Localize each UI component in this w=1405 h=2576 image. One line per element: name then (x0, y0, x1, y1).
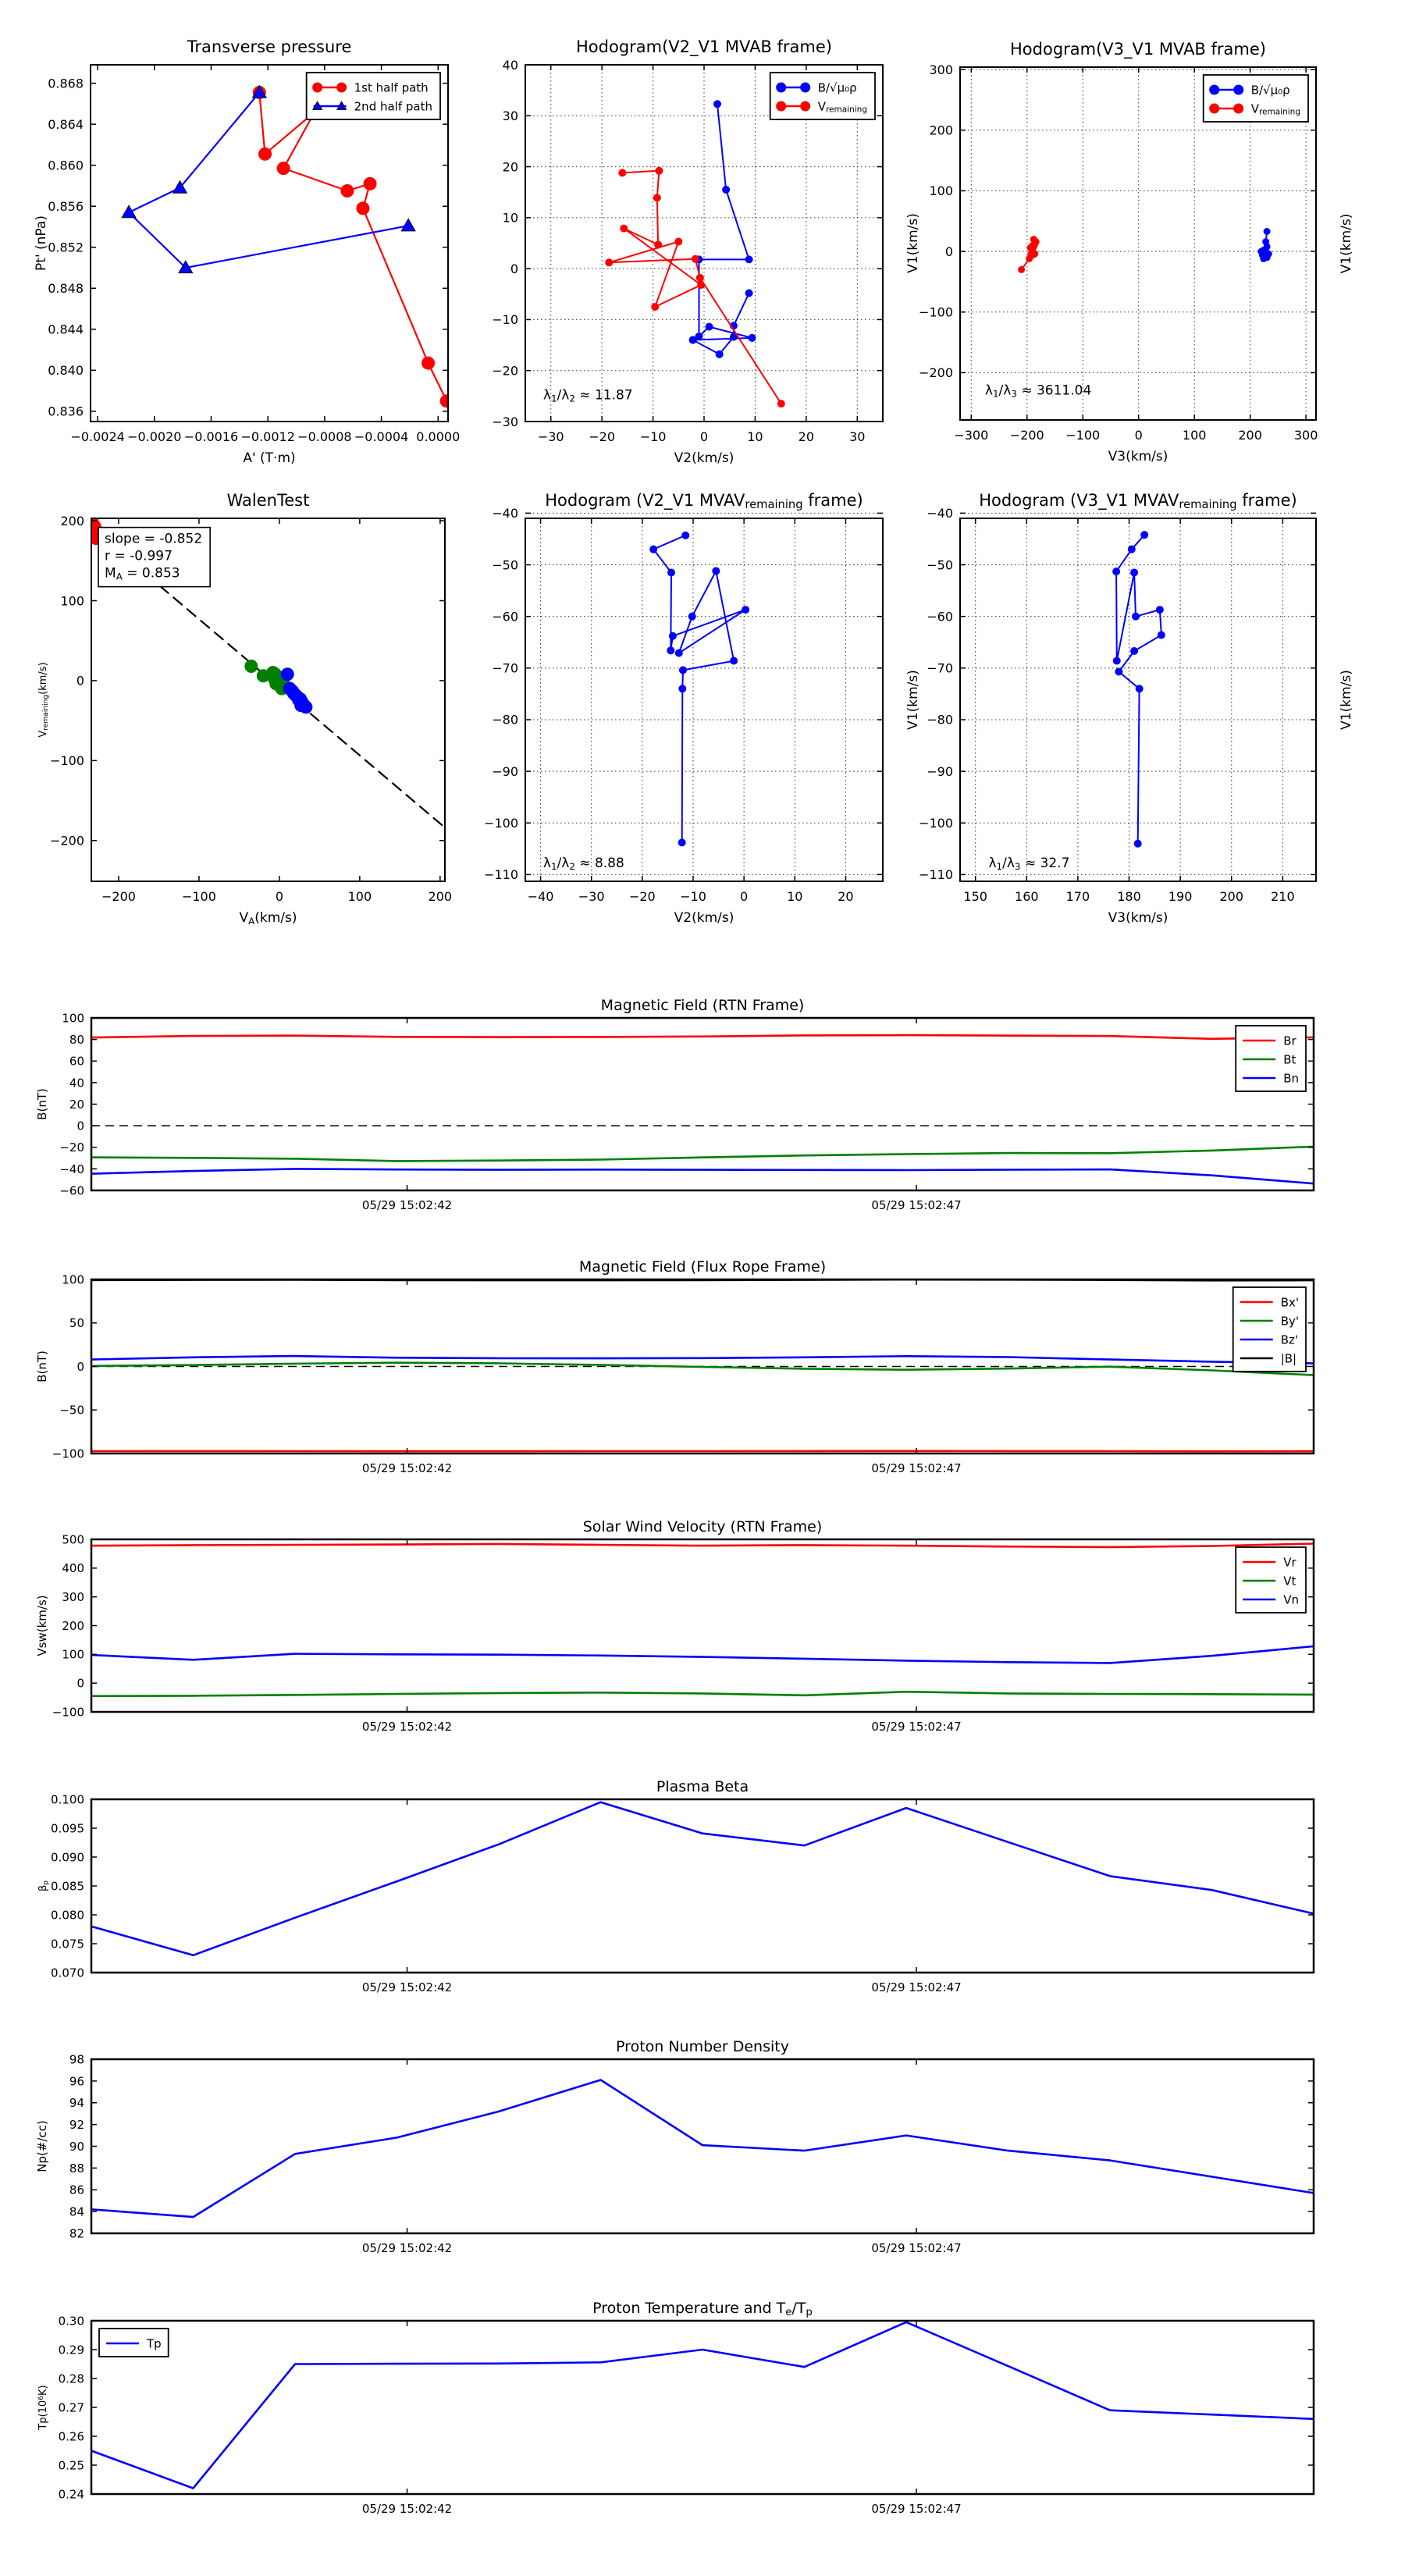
plot-hodogram-v3v1-mvab (919, 40, 1354, 464)
svg-text:0: 0 (76, 673, 84, 688)
svg-text:100: 100 (347, 889, 372, 904)
svg-text:100: 100 (62, 1011, 84, 1026)
svg-text:−200: −200 (1009, 428, 1044, 443)
svg-text:V1(km/s): V1(km/s) (1339, 670, 1354, 730)
svg-text:05/29 15:02:42: 05/29 15:02:42 (361, 2502, 453, 2516)
svg-text:λ1/λ2 ≈ 11.87: λ1/λ2 ≈ 11.87 (542, 387, 633, 404)
svg-text:Hodogram(V2_V1 MVAB frame): Hodogram(V2_V1 MVAB frame) (576, 37, 832, 56)
svg-text:1st half path: 1st half path (354, 80, 429, 95)
svg-text:−20: −20 (59, 1140, 84, 1155)
svg-text:20: 20 (838, 889, 854, 904)
svg-text:0: 0 (275, 889, 284, 904)
svg-text:Proton Number Density: Proton Number Density (616, 2038, 789, 2055)
svg-text:λ1/λ3 ≈ 3611.04: λ1/λ3 ≈ 3611.04 (984, 382, 1092, 399)
svg-text:WalenTest: WalenTest (226, 491, 310, 510)
svg-text:05/29 15:02:42: 05/29 15:02:42 (361, 2241, 453, 2255)
svg-text:−100: −100 (1065, 428, 1101, 443)
svg-text:0: 0 (699, 429, 709, 444)
svg-text:10: 10 (787, 889, 803, 904)
svg-text:Pt' (nPa): Pt' (nPa) (34, 215, 49, 271)
svg-text:0.848: 0.848 (48, 281, 84, 297)
svg-text:90: 90 (69, 2139, 84, 2154)
svg-text:−30: −30 (492, 414, 518, 429)
svg-text:0.070: 0.070 (51, 1966, 84, 1980)
svg-text:−90: −90 (492, 763, 518, 779)
svg-text:190: 190 (1168, 889, 1193, 904)
svg-text:Hodogram (V3_V1 MVAVremaining: Hodogram (V3_V1 MVAVremaining frame) (979, 491, 1297, 512)
svg-text:180: 180 (1117, 889, 1141, 904)
svg-text:Plasma Beta: Plasma Beta (656, 1778, 749, 1795)
svg-text:−0.0024: −0.0024 (70, 429, 125, 444)
svg-text:−30: −30 (537, 429, 564, 444)
svg-text:0.864: 0.864 (48, 116, 84, 132)
svg-text:−300: −300 (954, 428, 989, 443)
svg-text:V3(km/s): V3(km/s) (1108, 910, 1168, 926)
svg-text:V1(km/s): V1(km/s) (905, 213, 921, 273)
svg-text:−60: −60 (492, 609, 518, 624)
svg-text:Tp: Tp (147, 2336, 162, 2351)
svg-text:V3(km/s): V3(km/s) (1108, 449, 1168, 464)
svg-text:30: 30 (849, 429, 866, 444)
svg-text:Magnetic Field (Flux Rope Fram: Magnetic Field (Flux Rope Frame) (578, 1258, 827, 1276)
svg-text:100: 100 (62, 1647, 84, 1662)
svg-text:170: 170 (1065, 889, 1090, 904)
svg-text:Bz': Bz' (1280, 1332, 1298, 1347)
svg-text:−40: −40 (527, 889, 554, 904)
svg-text:−100: −100 (52, 1705, 84, 1720)
svg-text:0.27: 0.27 (58, 2400, 84, 2415)
svg-text:05/29 15:02:47: 05/29 15:02:47 (871, 2241, 962, 2255)
svg-text:−80: −80 (927, 712, 953, 728)
svg-text:0: 0 (510, 261, 518, 276)
svg-text:−20: −20 (492, 363, 518, 379)
svg-text:V2(km/s): V2(km/s) (674, 910, 735, 926)
svg-text:0.856: 0.856 (48, 198, 84, 214)
svg-text:500: 500 (62, 1532, 84, 1547)
svg-text:0: 0 (76, 1676, 84, 1691)
svg-text:200: 200 (1219, 889, 1244, 904)
svg-text:−10: −10 (639, 429, 667, 444)
svg-text:300: 300 (62, 1590, 84, 1605)
svg-text:300: 300 (1293, 428, 1318, 443)
svg-text:200: 200 (1238, 428, 1262, 443)
svg-text:200: 200 (929, 123, 953, 138)
svg-text:0: 0 (944, 244, 953, 259)
svg-text:200: 200 (62, 1618, 84, 1633)
svg-text:Bx': Bx' (1280, 1295, 1299, 1310)
svg-text:40: 40 (502, 57, 518, 73)
svg-text:Transverse pressure: Transverse pressure (187, 37, 352, 56)
svg-text:0.852: 0.852 (48, 240, 84, 255)
svg-text:92: 92 (69, 2118, 84, 2133)
svg-text:−30: −30 (578, 889, 605, 904)
svg-text:−0.0004: −0.0004 (354, 429, 409, 444)
svg-text:A' (T·m): A' (T·m) (243, 450, 296, 466)
svg-text:400: 400 (62, 1561, 84, 1576)
svg-text:84: 84 (69, 2204, 84, 2219)
svg-text:05/29 15:02:42: 05/29 15:02:42 (361, 1980, 453, 1994)
plot-hodogram-v3v1-mvav (919, 491, 1354, 926)
svg-text:−200: −200 (101, 889, 136, 904)
svg-text:20: 20 (502, 159, 518, 175)
svg-text:0.836: 0.836 (48, 404, 84, 419)
svg-text:−110: −110 (484, 867, 518, 883)
svg-text:100: 100 (60, 593, 84, 609)
svg-text:Vremaining(km/s): Vremaining(km/s) (37, 662, 50, 738)
svg-text:50: 50 (69, 1316, 84, 1331)
svg-text:05/29 15:02:47: 05/29 15:02:47 (871, 1980, 962, 1994)
svg-text:Vsw(km/s): Vsw(km/s) (35, 1595, 49, 1656)
svg-text:05/29 15:02:42: 05/29 15:02:42 (361, 1198, 453, 1212)
svg-text:88: 88 (69, 2161, 84, 2176)
svg-text:−100: −100 (52, 1446, 84, 1461)
svg-text:86: 86 (69, 2183, 84, 2197)
panel-magnetic-field-fluxrope (35, 1258, 1314, 1475)
svg-text:V2(km/s): V2(km/s) (674, 450, 735, 466)
svg-text:0.075: 0.075 (51, 1937, 84, 1952)
svg-text:B/√μ₀ρ: B/√μ₀ρ (1250, 83, 1290, 98)
svg-text:−90: −90 (927, 763, 953, 779)
svg-text:slope = -0.852: slope = -0.852 (105, 531, 203, 547)
svg-text:0.090: 0.090 (51, 1850, 84, 1865)
panel-plasma-beta (37, 1778, 1314, 1994)
svg-text:0.840: 0.840 (48, 363, 84, 379)
svg-text:Vremaining: Vremaining (1250, 101, 1300, 117)
svg-text:05/29 15:02:42: 05/29 15:02:42 (361, 1461, 453, 1475)
svg-text:300: 300 (929, 62, 953, 77)
svg-text:B(nT): B(nT) (35, 1350, 49, 1382)
svg-text:0.30: 0.30 (58, 2314, 84, 2329)
svg-text:200: 200 (428, 889, 453, 904)
svg-text:40: 40 (69, 1076, 84, 1091)
svg-text:Tp(106K): Tp(106K) (37, 2385, 49, 2430)
svg-text:−50: −50 (927, 557, 953, 573)
svg-text:−100: −100 (919, 304, 953, 320)
svg-text:βp: βp (37, 1880, 50, 1892)
svg-text:−50: −50 (59, 1403, 84, 1418)
svg-text:−100: −100 (484, 816, 518, 831)
svg-text:Bt: Bt (1283, 1052, 1297, 1067)
svg-text:05/29 15:02:47: 05/29 15:02:47 (871, 1198, 962, 1212)
svg-text:−10: −10 (492, 312, 518, 328)
svg-text:−50: −50 (492, 557, 518, 573)
svg-text:20: 20 (798, 429, 815, 444)
svg-text:0: 0 (1134, 428, 1143, 443)
svg-text:V1(km/s): V1(km/s) (1339, 213, 1354, 274)
svg-text:−100: −100 (919, 816, 953, 831)
plot-walen-test (37, 491, 453, 927)
svg-text:−200: −200 (50, 833, 84, 849)
panel-magnetic-field-rtn (35, 997, 1314, 1212)
svg-text:r = -0.997: r = -0.997 (105, 548, 173, 564)
svg-text:Solar Wind Velocity (RTN Frame: Solar Wind Velocity (RTN Frame) (582, 1518, 823, 1535)
svg-text:−110: −110 (919, 867, 953, 883)
svg-text:98: 98 (69, 2052, 84, 2067)
plot-transverse-pressure (34, 37, 461, 466)
svg-text:Magnetic Field (RTN Frame): Magnetic Field (RTN Frame) (600, 997, 805, 1014)
svg-text:05/29 15:02:47: 05/29 15:02:47 (871, 1720, 962, 1734)
svg-text:Vn: Vn (1283, 1592, 1299, 1607)
svg-text:−0.0020: −0.0020 (127, 429, 182, 444)
svg-text:−40: −40 (492, 506, 518, 521)
svg-text:2nd half path: 2nd half path (354, 99, 432, 114)
svg-text:80: 80 (69, 1033, 84, 1048)
svg-text:By': By' (1280, 1314, 1299, 1329)
svg-text:60: 60 (69, 1054, 84, 1069)
svg-text:20: 20 (69, 1097, 84, 1112)
svg-text:Np(#/cc): Np(#/cc) (35, 2120, 49, 2172)
svg-text:0.24: 0.24 (58, 2487, 84, 2502)
svg-text:10: 10 (502, 210, 518, 226)
svg-text:0.860: 0.860 (48, 158, 84, 173)
svg-text:0: 0 (76, 1119, 84, 1133)
svg-text:Br: Br (1283, 1034, 1297, 1048)
svg-text:0.29: 0.29 (58, 2343, 84, 2357)
svg-text:0.844: 0.844 (48, 322, 84, 337)
svg-text:200: 200 (60, 513, 84, 528)
svg-text:96: 96 (69, 2074, 84, 2089)
svg-text:100: 100 (1182, 428, 1207, 443)
svg-text:λ1/λ2 ≈ 8.88: λ1/λ2 ≈ 8.88 (542, 856, 624, 872)
svg-text:160: 160 (1015, 889, 1039, 904)
panel-proton-number-density (35, 2038, 1314, 2255)
svg-text:V1(km/s): V1(km/s) (905, 670, 921, 730)
svg-text:−10: −10 (680, 889, 706, 904)
svg-text:−0.0012: −0.0012 (240, 429, 295, 444)
svg-text:−80: −80 (492, 712, 518, 728)
svg-text:0.085: 0.085 (51, 1879, 84, 1894)
panel-solar-wind-velocity (35, 1518, 1314, 1734)
svg-text:−40: −40 (927, 506, 953, 521)
svg-text:−60: −60 (59, 1183, 84, 1198)
svg-text:0.100: 0.100 (51, 1792, 84, 1807)
svg-text:−200: −200 (919, 365, 953, 381)
svg-text:−70: −70 (927, 660, 953, 676)
svg-text:0: 0 (740, 889, 749, 904)
svg-text:0.080: 0.080 (51, 1908, 84, 1923)
svg-text:−0.0016: −0.0016 (183, 429, 239, 444)
svg-text:MA = 0.853: MA = 0.853 (105, 565, 180, 582)
svg-text:B/√μ₀ρ: B/√μ₀ρ (817, 80, 857, 95)
svg-text:82: 82 (69, 2226, 84, 2241)
svg-text:Vt: Vt (1283, 1574, 1297, 1589)
svg-text:94: 94 (69, 2096, 84, 2111)
svg-text:Bn: Bn (1283, 1071, 1299, 1086)
svg-text:−0.0008: −0.0008 (297, 429, 352, 444)
svg-text:|B|: |B| (1280, 1351, 1297, 1366)
svg-text:B(nT): B(nT) (35, 1088, 49, 1120)
svg-text:Vremaining: Vremaining (817, 99, 867, 115)
svg-text:0.26: 0.26 (58, 2429, 84, 2444)
svg-text:0: 0 (76, 1359, 84, 1374)
svg-text:0.25: 0.25 (58, 2458, 84, 2473)
svg-text:VA(km/s): VA(km/s) (239, 910, 297, 927)
svg-text:−70: −70 (492, 660, 518, 676)
svg-text:−60: −60 (927, 609, 953, 624)
svg-text:Hodogram (V2_V1 MVAVremaining: Hodogram (V2_V1 MVAVremaining frame) (545, 491, 863, 512)
svg-text:−100: −100 (50, 753, 84, 769)
svg-text:100: 100 (62, 1272, 84, 1287)
svg-text:λ1/λ3 ≈ 32.7: λ1/λ3 ≈ 32.7 (988, 856, 1070, 872)
svg-text:0.868: 0.868 (48, 76, 84, 91)
svg-text:−20: −20 (628, 889, 656, 904)
svg-text:05/29 15:02:42: 05/29 15:02:42 (361, 1720, 453, 1734)
svg-text:100: 100 (929, 183, 953, 199)
plot-hodogram-v2v1-mvav (484, 491, 921, 926)
svg-text:05/29 15:02:47: 05/29 15:02:47 (871, 2502, 962, 2516)
svg-text:30: 30 (502, 109, 518, 124)
svg-text:0.0000: 0.0000 (416, 429, 461, 444)
plot-hodogram-v2v1-mvab (492, 37, 921, 466)
svg-text:Proton Temperature and Te/Tp: Proton Temperature and Te/Tp (592, 2300, 813, 2318)
svg-text:10: 10 (747, 429, 763, 444)
svg-text:Hodogram(V3_V1 MVAB frame): Hodogram(V3_V1 MVAB frame) (1010, 40, 1266, 59)
svg-text:−20: −20 (589, 429, 616, 444)
svg-text:0.095: 0.095 (51, 1821, 84, 1836)
svg-text:05/29 15:02:47: 05/29 15:02:47 (871, 1461, 962, 1475)
svg-text:−100: −100 (181, 889, 216, 904)
svg-text:210: 210 (1271, 889, 1295, 904)
panel-proton-temperature (37, 2300, 1314, 2516)
svg-text:Vr: Vr (1283, 1555, 1297, 1570)
svg-text:0.28: 0.28 (58, 2371, 84, 2386)
svg-text:−40: −40 (59, 1162, 84, 1176)
svg-text:150: 150 (963, 889, 987, 904)
